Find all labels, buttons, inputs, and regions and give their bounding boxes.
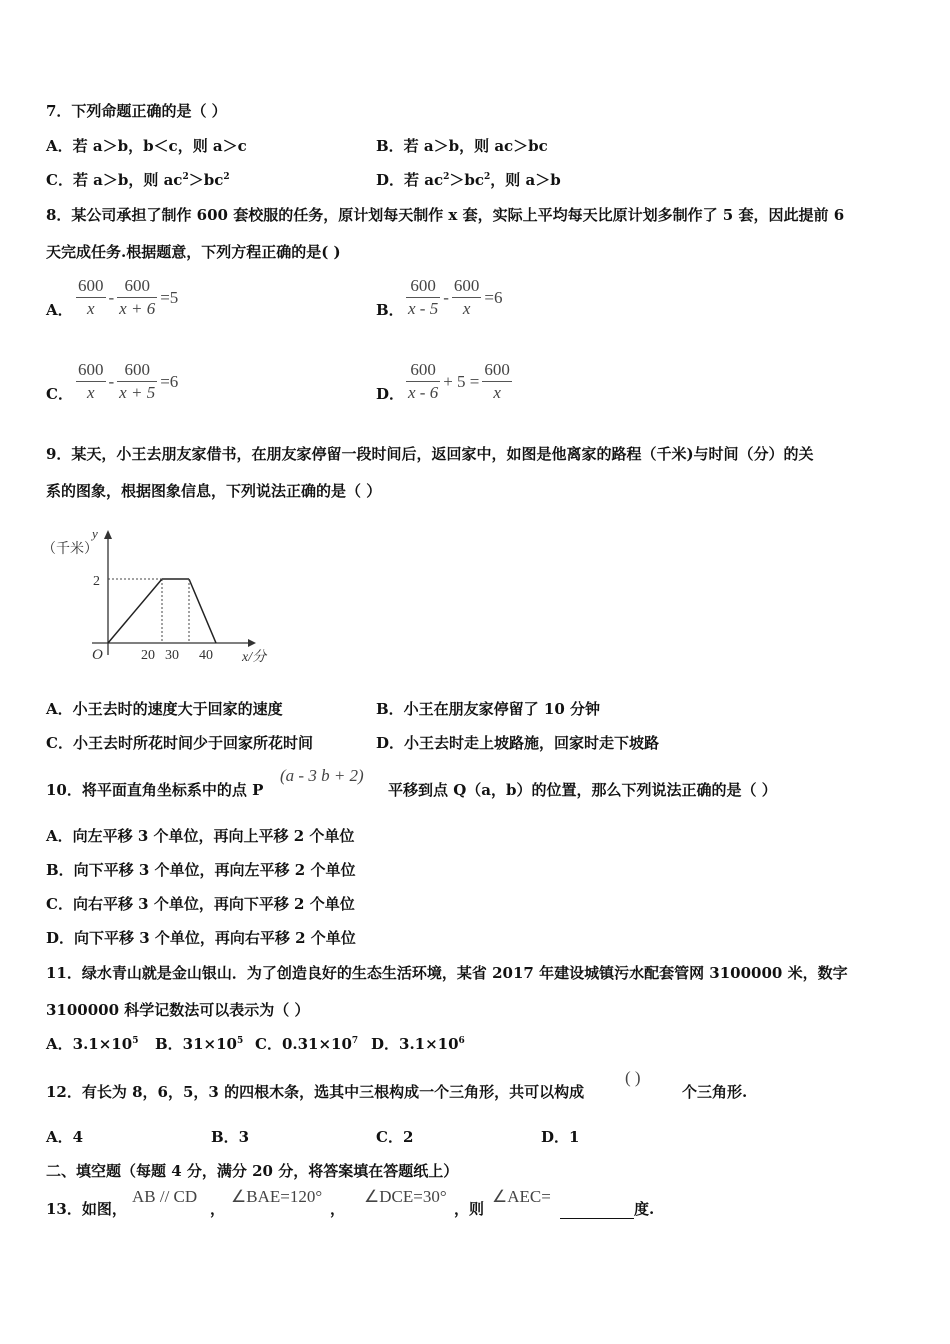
x-axis-label: x/分 <box>242 650 267 665</box>
q11-option-a: A．$3.1\times 10^5$ <box>46 1035 139 1053</box>
x-axis-arrow <box>248 639 256 647</box>
q9-distance-time-graph <box>40 515 280 670</box>
q7-option-b: B．若 a＞b，则 ac＞bc <box>376 137 548 155</box>
q9-option-a: A．小王去时的速度大于回家的速度 <box>46 700 283 718</box>
q11-option-c: C．$0.31\times 10^7$ <box>255 1035 359 1053</box>
q11-stem-line1: 11．绿水青山就是金山银山．为了创造良好的生态生活环境，某省 2017 年建设城镇污水配套管网 3100000 米，数字 <box>46 964 848 982</box>
q11-option-d: D．$3.1\times 10^6$ <box>371 1035 465 1053</box>
q13-angle-bae: ∠BAE=120° <box>231 1187 323 1206</box>
q9-option-d: D．小王去时走上坡路施，回家时走下坡路 <box>376 734 660 752</box>
q8-option-d-equation: $\frac{600}{x - 6}$ + 5 = $\frac{600}{x}$ <box>408 360 510 402</box>
q11-option-b: B．$31\times 10^5$ <box>155 1035 244 1053</box>
q10-point-p-coord: (a - 3 b + 2) <box>280 766 364 785</box>
q8-option-a-equation: $\frac{600}{x}$ - $\frac{600}{x + 6}$ =5 <box>78 276 179 318</box>
q8-label-b: B． <box>376 301 404 319</box>
q10-option-b: B．向下平移 3 个单位，再向左平移 2 个单位 <box>46 861 356 879</box>
q9-stem-line1: 9．某天，小王去朋友家借书，在朋友家停留一段时间后，返回家中，如图是他离家的路程（千米)与时间（分）的关 <box>46 445 814 463</box>
q13-angle-aec: ∠AEC= <box>492 1187 551 1206</box>
q8-label-a: A． <box>46 301 73 319</box>
q12-stem-post: 个三角形. <box>682 1083 748 1101</box>
q10-stem-post: 平移到点 Q（a，b）的位置，那么下列说法正确的是（ ） <box>388 781 777 799</box>
origin-label: O <box>92 647 103 663</box>
q8-label-d: D． <box>376 385 405 403</box>
q8-option-c-equation: $\frac{600}{x}$ - $\frac{600}{x + 5}$ =6 <box>78 360 179 402</box>
series-segment-3 <box>189 579 216 643</box>
series-segment-1 <box>108 579 162 643</box>
q9-option-c: C．小王去时所花时间少于回家所花时间 <box>46 734 313 752</box>
y-tick-2: 2 <box>93 574 100 589</box>
q8-label-c: C． <box>46 385 73 403</box>
x-tick-20: 20 <box>141 648 155 663</box>
q13-sep-3: ，则 <box>454 1200 485 1218</box>
q12-stem-pre: 12．有长为 8，6，5，3 的四根木条，选其中三根构成一个三角形，共可以构成 <box>46 1083 585 1101</box>
q10-option-a: A．向左平移 3 个单位，再向上平移 2 个单位 <box>46 827 355 845</box>
q8-stem-line2: 天完成任务.根据题意，下列方程正确的是( ) <box>46 243 341 261</box>
q12-option-b: B．3 <box>211 1128 250 1146</box>
q7-option-c: C．若 a＞b，则 $ac^2>bc^2$ <box>46 171 230 189</box>
q9-stem-line2: 系的图象，根据图象信息，下列说法正确的是（ ） <box>46 482 382 500</box>
q13-sep-2: ， <box>330 1200 346 1218</box>
q8-stem-line1: 8．某公司承担了制作 600 套校服的任务，原计划每天制作 x 套，实际上平均每天比原计划多制作了 5 套，因此提前 6 <box>46 206 845 224</box>
q7-option-d: D．若 $ac^2>bc^2$，则 a＞b <box>376 171 561 189</box>
q13-answer-blank[interactable] <box>560 1204 634 1219</box>
q11-stem-line2: 3100000 科学记数法可以表示为（ ） <box>46 1001 310 1019</box>
q7-option-a: A．若 a＞b，b＜c，则 a＞c <box>46 137 247 155</box>
q7-stem: 7．下列命题正确的是（ ） <box>46 102 227 120</box>
q10-stem-pre: 10．将平面直角坐标系中的点 P <box>46 781 264 799</box>
x-tick-30: 30 <box>165 648 179 663</box>
q12-option-a: A．4 <box>46 1128 84 1146</box>
q8-option-b-equation: $\frac{600}{x - 5}$ - $\frac{600}{x}$ =6 <box>408 276 503 318</box>
q13-angle-dce: ∠DCE=30° <box>364 1187 447 1206</box>
q9-option-b: B．小王在朋友家停留了 10 分钟 <box>376 700 600 718</box>
section-2-heading: 二、填空题（每题 4 分，满分 20 分，将答案填在答题纸上） <box>46 1162 459 1180</box>
q12-answer-paren: ( ) <box>625 1068 641 1087</box>
q10-option-c: C．向右平移 3 个单位，再向下平移 2 个单位 <box>46 895 355 913</box>
x-tick-40: 40 <box>199 648 213 663</box>
q10-option-d: D．向下平移 3 个单位，再向右平移 2 个单位 <box>46 929 356 947</box>
q12-option-c: C．2 <box>376 1128 414 1146</box>
q13-stem-pre: 13．如图， <box>46 1200 127 1218</box>
q13-sep-1: ， <box>210 1200 226 1218</box>
y-axis-label: y <box>92 526 98 541</box>
q13-parallel-condition: AB // CD <box>132 1187 198 1206</box>
q12-option-d: D．1 <box>541 1128 580 1146</box>
q13-answer-line: 度. <box>560 1199 654 1219</box>
y-axis-arrow <box>104 530 112 539</box>
y-unit-label: （千米） <box>42 542 98 557</box>
